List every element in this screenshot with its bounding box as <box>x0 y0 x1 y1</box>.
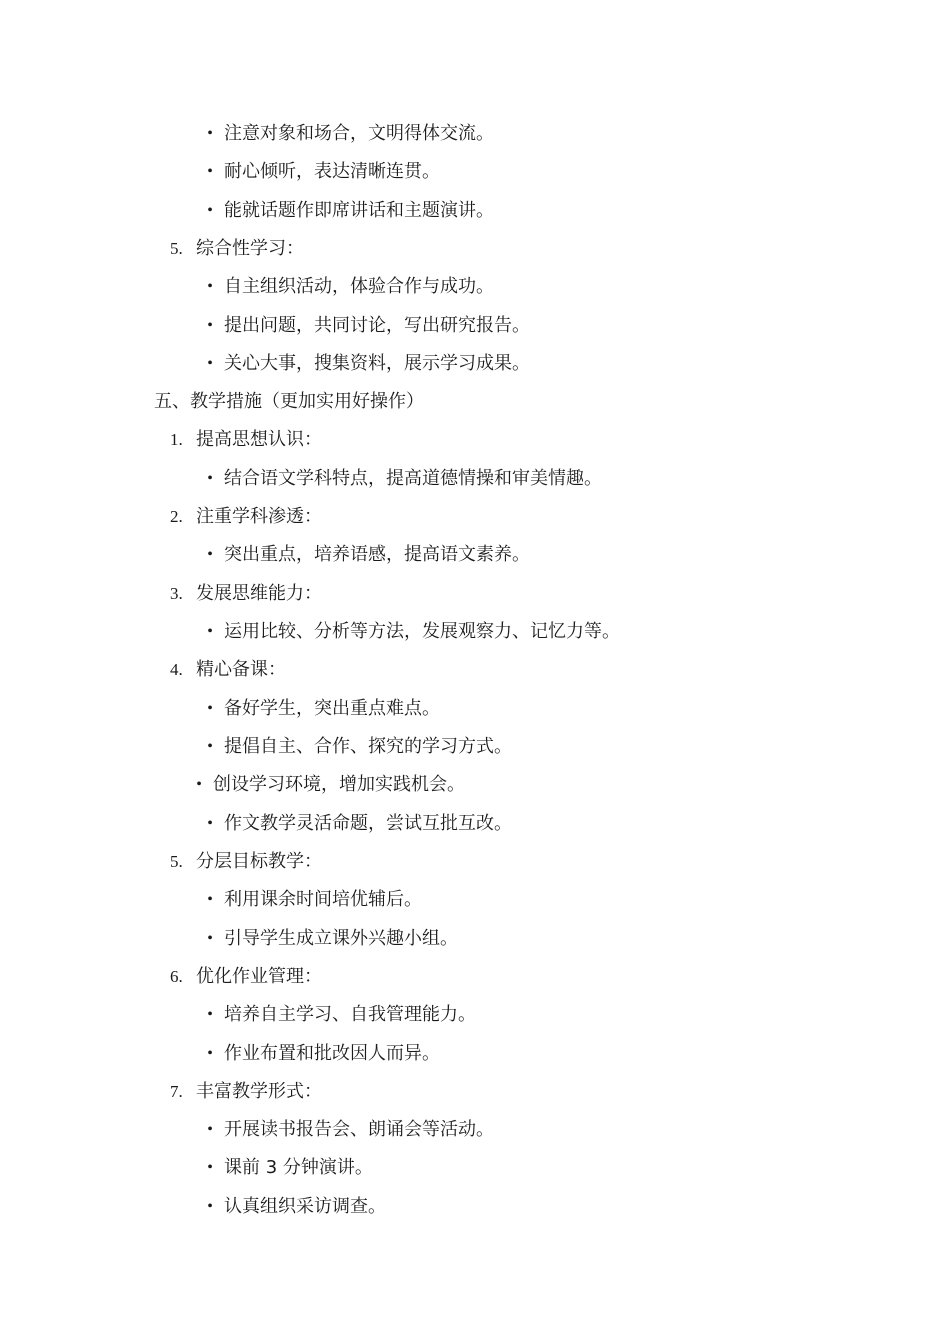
bullet-item <box>207 888 422 912</box>
bullet-text: 备好学生，突出重点难点。 <box>224 698 440 719</box>
bullet-dot: • <box>207 738 213 755</box>
bullet-dot: • <box>207 930 213 947</box>
bullet-text: 作业布置和批改因人而异。 <box>224 1043 440 1064</box>
bullet-item <box>207 275 494 299</box>
bullet-item <box>207 352 530 376</box>
bullet-text: 结合语文学科特点，提高道德情操和审美情趣。 <box>224 468 602 489</box>
bullet-text: 开展读书报告会、朗诵会等活动。 <box>224 1119 494 1140</box>
bullet-text: 耐心倾听，表达清晰连贯。 <box>224 161 440 182</box>
numbered-item-heading <box>170 237 304 261</box>
item-label: 精心备课： <box>196 659 286 680</box>
bullet-text: 培养自主学习、自我管理能力。 <box>224 1004 476 1025</box>
bullet-dot: • <box>207 470 213 487</box>
bullet-dot: • <box>207 546 213 563</box>
bullet-text: 提出问题，共同讨论，写出研究报告。 <box>224 315 530 336</box>
bullet-item <box>207 735 512 759</box>
bullet-item <box>207 1003 476 1027</box>
bullet-item <box>207 927 458 951</box>
bullet-text: 提倡自主、合作、探究的学习方式。 <box>224 736 512 757</box>
item-number: 1. <box>170 430 183 449</box>
bullet-dot: • <box>207 1121 213 1138</box>
bullet-item <box>207 1118 494 1142</box>
bullet-dot: • <box>207 278 213 295</box>
item-number: 4. <box>170 660 183 679</box>
section-heading: 五、教学措施（更加实用好操作） <box>154 391 424 412</box>
bullet-item <box>207 160 440 184</box>
item-number: 6. <box>170 967 183 986</box>
bullet-dot: • <box>207 891 213 908</box>
bullet-item <box>207 314 530 338</box>
bullet-text: 创设学习环境，增加实践机会。 <box>213 774 465 795</box>
item-label: 发展思维能力： <box>196 583 322 604</box>
item-number: 5. <box>170 239 183 258</box>
bullet-dot: • <box>207 202 213 219</box>
item-label: 综合性学习： <box>196 238 304 259</box>
bullet-text: 注意对象和场合，文明得体交流。 <box>224 123 494 144</box>
bullet-item <box>207 697 440 721</box>
bullet-dot: • <box>207 623 213 640</box>
numbered-item-heading <box>170 582 322 606</box>
bullet-text: 引导学生成立课外兴趣小组。 <box>224 928 458 949</box>
bullet-item <box>207 1195 386 1219</box>
bullet-item <box>207 1156 373 1180</box>
item-label: 丰富教学形式： <box>196 1081 322 1102</box>
bullet-dot: • <box>207 125 213 142</box>
item-label: 分层目标教学： <box>196 851 322 872</box>
bullet-text: 关心大事，搜集资料，展示学习成果。 <box>224 353 530 374</box>
item-number: 2. <box>170 507 183 526</box>
bullet-item <box>207 1042 440 1066</box>
bullet-item <box>196 773 465 797</box>
bullet-item <box>207 122 494 146</box>
bullet-dot: • <box>196 776 202 793</box>
bullet-dot: • <box>207 1198 213 1215</box>
bullet-text: 运用比较、分析等方法，发展观察力、记忆力等。 <box>224 621 620 642</box>
item-number: 5. <box>170 852 183 871</box>
bullet-item <box>207 620 620 644</box>
bullet-text: 作文教学灵活命题，尝试互批互改。 <box>224 813 512 834</box>
item-number: 3. <box>170 584 183 603</box>
bullet-dot: • <box>207 1159 213 1176</box>
item-label: 注重学科渗透： <box>196 506 322 527</box>
bullet-item <box>207 199 494 223</box>
bullet-dot: • <box>207 815 213 832</box>
numbered-item-heading <box>170 658 286 682</box>
bullet-dot: • <box>207 355 213 372</box>
bullet-dot: • <box>207 317 213 334</box>
numbered-item-heading <box>170 428 322 452</box>
bullet-text: 突出重点，培养语感，提高语文素养。 <box>224 544 530 565</box>
bullet-text: 利用课余时间培优辅后。 <box>224 889 422 910</box>
bullet-item <box>207 467 602 491</box>
numbered-item-heading <box>170 505 322 529</box>
numbered-item-heading <box>170 1080 322 1104</box>
numbered-item-heading <box>170 965 322 989</box>
bullet-item <box>207 812 512 836</box>
bullet-item <box>207 543 530 567</box>
bullet-dot: • <box>207 1006 213 1023</box>
bullet-text: 自主组织活动，体验合作与成功。 <box>224 276 494 297</box>
item-label: 优化作业管理： <box>196 966 322 987</box>
bullet-text: 能就话题作即席讲话和主题演讲。 <box>224 200 494 221</box>
bullet-text: 认真组织采访调查。 <box>224 1196 386 1217</box>
item-number: 7. <box>170 1082 183 1101</box>
bullet-text: 课前 3 分钟演讲。 <box>224 1157 373 1178</box>
numbered-item-heading <box>170 850 322 874</box>
item-label: 提高思想认识： <box>196 429 322 450</box>
bullet-dot: • <box>207 700 213 717</box>
bullet-dot: • <box>207 163 213 180</box>
bullet-dot: • <box>207 1045 213 1062</box>
